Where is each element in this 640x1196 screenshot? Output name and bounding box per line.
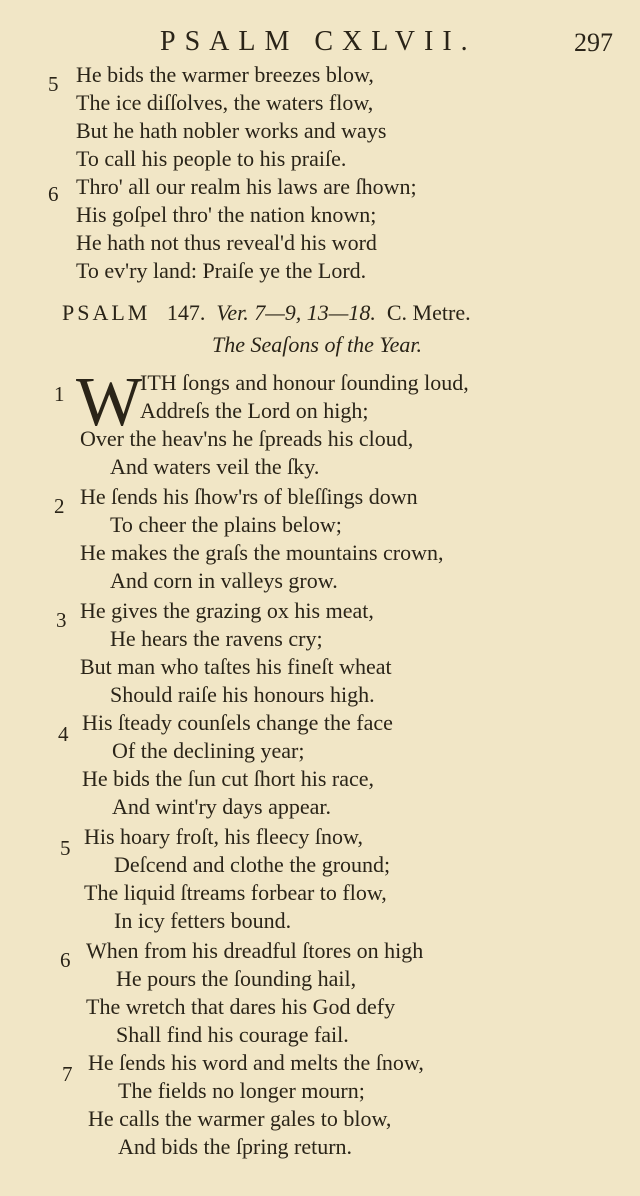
stanza-number: 1 bbox=[54, 382, 65, 406]
psalm-title-metre: C. Metre. bbox=[386, 300, 471, 325]
verse-line: Thro' all our realm his laws are ſhown; bbox=[76, 174, 417, 199]
verse-line: To call his people to his praiſe. bbox=[76, 146, 347, 171]
verse-line: He makes the graſs the mountains crown, bbox=[80, 540, 444, 565]
verse-line: The liquid ſtreams forbear to flow, bbox=[84, 880, 387, 905]
stanza-number: 6 bbox=[60, 948, 71, 972]
verse-line: He hears the ravens cry; bbox=[110, 626, 323, 651]
page-number: 297 bbox=[574, 28, 613, 57]
stanza-number: 6 bbox=[48, 182, 59, 206]
verse-line: And corn in valleys grow. bbox=[110, 568, 338, 593]
verse-line: But man who taſtes his fineſt wheat bbox=[80, 654, 392, 679]
verse-line: He pours the ſounding hail, bbox=[116, 966, 357, 991]
verse-line: He bids the ſun cut ſhort his race, bbox=[82, 766, 375, 791]
verse-line: And wint'ry days appear. bbox=[112, 794, 332, 819]
page-header bbox=[0, 22, 640, 62]
verse-line: And bids the ſpring return. bbox=[118, 1134, 353, 1159]
verse-line: He gives the grazing ox his meat, bbox=[80, 598, 374, 623]
verse-line: Shall find his courage fail. bbox=[116, 1022, 349, 1047]
verse-line: And waters veil the ſky. bbox=[110, 454, 320, 479]
verse-line: ITH ſongs and honour ſounding loud, bbox=[140, 370, 469, 395]
psalm-title-verses: Ver. 7—9, 13—18. bbox=[216, 300, 376, 325]
verse-line: His hoary froſt, his fleecy ſnow, bbox=[84, 824, 364, 849]
verse-line: Over the heav'ns he ſpreads his cloud, bbox=[80, 426, 414, 451]
verse-line: To cheer the plains below; bbox=[110, 512, 342, 537]
stanza-number: 5 bbox=[60, 836, 71, 860]
psalm-title-number: 147. bbox=[166, 300, 206, 325]
verse-line: His ſteady counſels change the face bbox=[82, 710, 393, 735]
drop-cap: W bbox=[76, 364, 143, 441]
verse-line: When from his dreadful ſtores on high bbox=[86, 938, 424, 963]
verse-line: His goſpel thro' the nation known; bbox=[76, 202, 377, 227]
verse-line: Addreſs the Lord on high; bbox=[140, 398, 369, 423]
verse-line: But he hath nobler works and ways bbox=[76, 118, 387, 143]
verse-line: The wretch that dares his God defy bbox=[86, 994, 396, 1019]
stanza-number: 4 bbox=[58, 722, 69, 746]
stanza-number: 3 bbox=[56, 608, 67, 632]
verse-line: The ice diſſolves, the waters flow, bbox=[76, 90, 374, 115]
running-head: PSALM CXLVII. bbox=[160, 26, 477, 57]
verse-line: The fields no longer mourn; bbox=[118, 1078, 365, 1103]
verse-line: Should raiſe his honours high. bbox=[110, 682, 375, 707]
verse-line: Deſcend and clothe the ground; bbox=[114, 852, 391, 877]
psalm-title bbox=[62, 300, 471, 326]
psalm-title-word: PSALM bbox=[62, 300, 151, 325]
verse-line: He calls the warmer gales to blow, bbox=[88, 1106, 392, 1131]
verse-line: He ſends his word and melts the ſnow, bbox=[88, 1050, 424, 1075]
stanza-number: 5 bbox=[48, 72, 59, 96]
stanza-number: 2 bbox=[54, 494, 65, 518]
verse-line: Of the declining year; bbox=[112, 738, 305, 763]
stanza-number: 7 bbox=[62, 1062, 73, 1086]
verse-line: To ev'ry land: Praiſe ye the Lord. bbox=[76, 258, 367, 283]
verse-line: He bids the warmer breezes blow, bbox=[76, 62, 374, 87]
verse-line: He hath not thus reveal'd his word bbox=[76, 230, 377, 255]
verse-line: He ſends his ſhow'rs of bleſſings down bbox=[80, 484, 418, 509]
verse-line: In icy fetters bound. bbox=[114, 908, 292, 933]
psalm-subtitle: The Seaſons of the Year. bbox=[212, 332, 423, 357]
